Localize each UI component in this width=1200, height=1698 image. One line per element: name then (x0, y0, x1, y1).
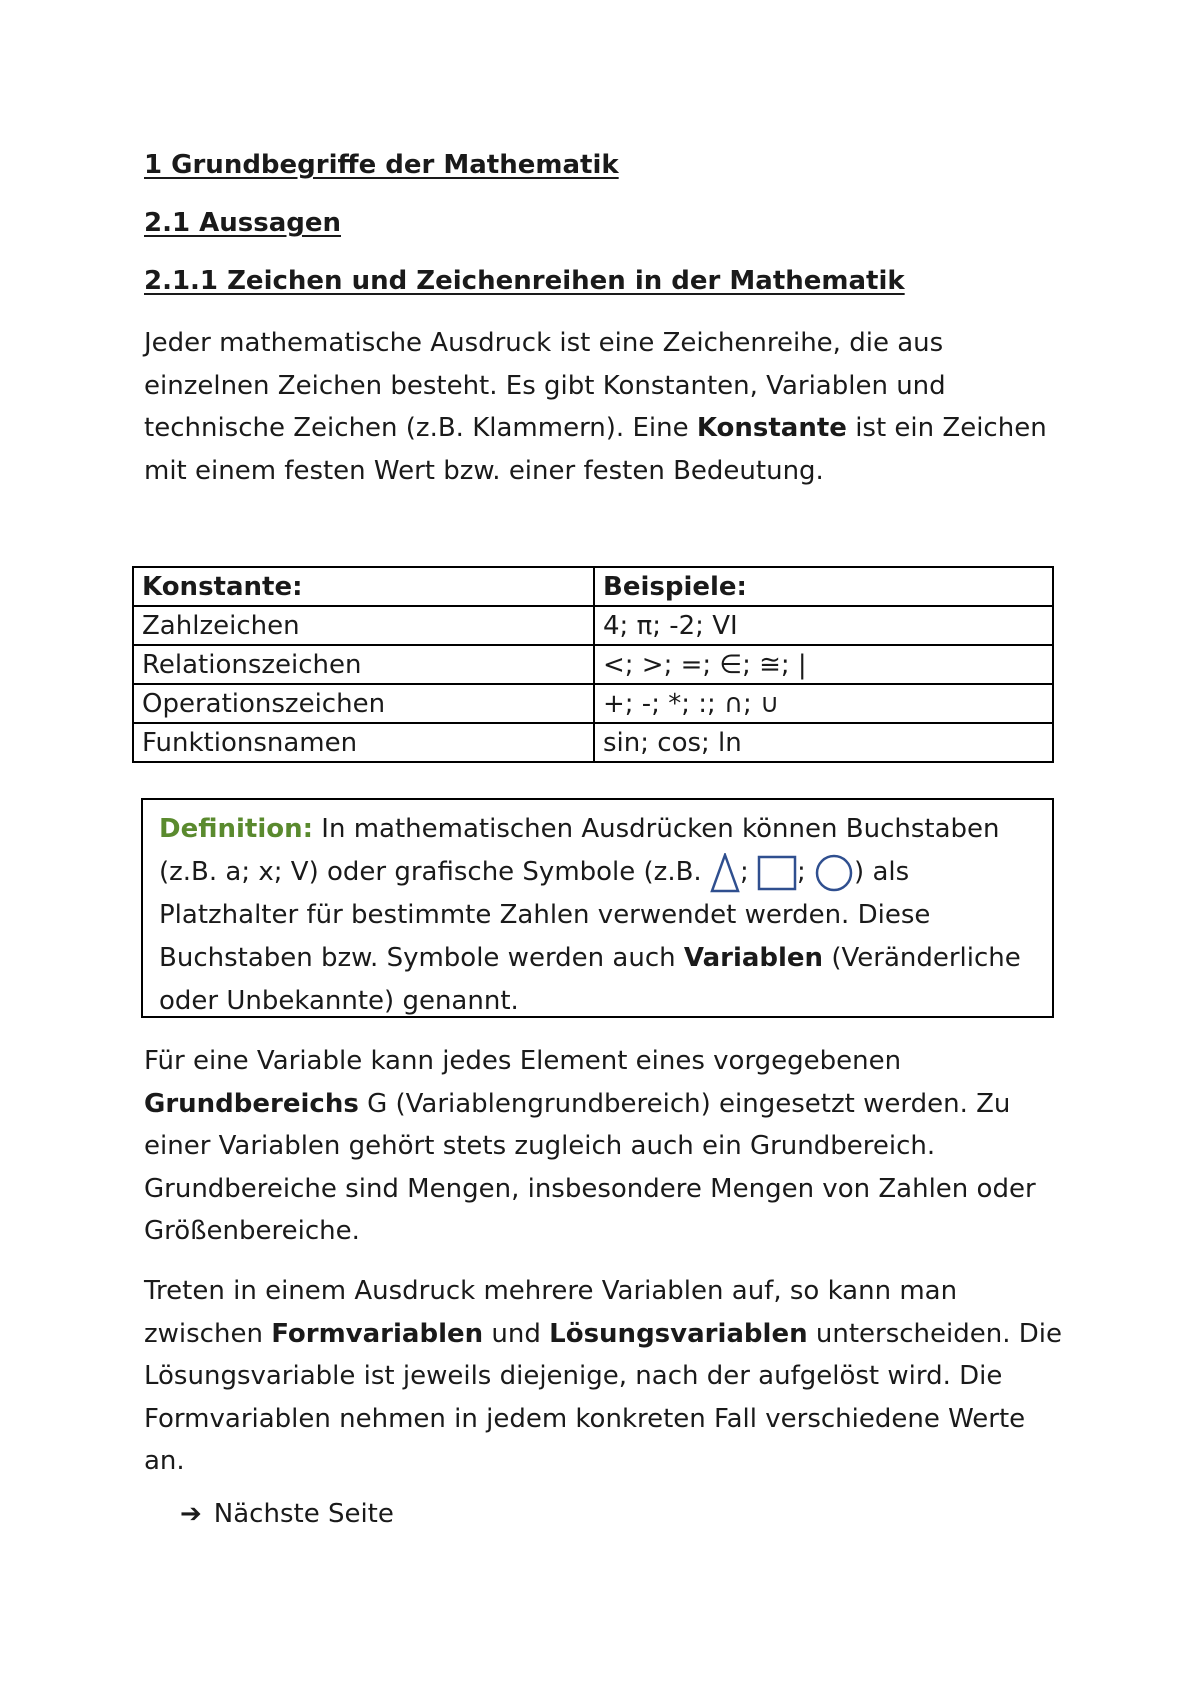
square-icon (757, 855, 797, 891)
para2-text-2: G (Variablengrundbereich) eingesetzt werden. Zu einer Variablen gehört stets zugleich auch ein Grundbereich. Grundbereiche sind Mengen, insbesondere Mengen von Zahlen oder Größenbereiche. (144, 1088, 1036, 1246)
term-formvariablen: Formvariablen (271, 1318, 484, 1349)
arrow-right-icon: ➔ (180, 1499, 202, 1529)
table-header-row (133, 567, 1053, 606)
definition-text-2: ) als Platzhalter für bestimmte Zahlen verwendet werden. Diese Buchstaben bzw. Symbole werden auch (159, 857, 931, 973)
next-page-label: Nächste Seite (213, 1499, 394, 1529)
subsection-heading: 2.1.1 Zeichen und Zeichenreihen in der Mathematik (144, 266, 905, 296)
grundbereich-paragraph (144, 1040, 1064, 1253)
term-variablen: Variablen (683, 943, 824, 973)
term-loesungsvariablen: Lösungsvariablen (549, 1318, 808, 1349)
para3-text-2: und (483, 1318, 550, 1349)
table-row (133, 723, 1053, 762)
definition-box (141, 798, 1054, 1018)
table-cell: Operationszeichen (133, 684, 594, 723)
term-konstante: Konstante (696, 413, 847, 443)
para3-text-3: unterscheiden. Die Lösungsvariable ist jeweils diejenige, nach der aufgelöst wird. Die Formvariablen nehmen in jedem konkreten Fall verschiedene Werte an. (144, 1318, 1062, 1476)
para2-text-1: Für eine Variable kann jedes Element eines vorgegebenen (144, 1046, 902, 1076)
table-cell: sin; cos; ln (594, 723, 1053, 762)
table-cell: Relationszeichen (133, 645, 594, 684)
circle-icon (814, 853, 854, 893)
table-cell: Funktionsnamen (133, 723, 594, 762)
table-cell: Zahlzeichen (133, 606, 594, 645)
definition-text (159, 808, 1039, 1023)
table-cell: <; >; =; ∈; ≅; | (594, 645, 1053, 684)
table-row (133, 684, 1053, 723)
table-header-cell: Konstante: (133, 567, 594, 606)
intro-text-1: Jeder mathematische Ausdruck ist eine Zeichenreihe, die aus einzelnen Zeichen besteht. Es gibt Konstanten, Variablen und technische Zeichen (z.B. Klammern). Eine (144, 328, 946, 443)
table-cell: 4; π; -2; VI (594, 606, 1053, 645)
term-grundbereichs: Grundbereichs (144, 1088, 359, 1119)
table-row (133, 645, 1053, 684)
table-row (133, 606, 1053, 645)
chapter-heading: 1 Grundbegriffe der Mathematik (144, 150, 619, 180)
intro-text-2: ist ein Zeichen mit einem festen Wert bzw. einer festen Bedeutung. (144, 413, 1047, 486)
triangle-icon (710, 853, 740, 893)
constants-table (132, 566, 1054, 763)
shape-separator: ; (797, 857, 815, 887)
shape-separator: ; (739, 857, 757, 887)
next-page-note (180, 1499, 394, 1529)
para3-text-1: Treten in einem Ausdruck mehrere Variablen auf, so kann man zwischen (144, 1276, 958, 1349)
variablen-paragraph (144, 1270, 1064, 1483)
table-cell: +; -; *; :; ∩; ∪ (594, 684, 1053, 723)
definition-label: Definition: (159, 814, 314, 844)
definition-text-1: In mathematischen Ausdrücken können Buchstaben (z.B. a; x; V) oder grafische Symbole (z.B. (159, 814, 1000, 887)
intro-paragraph (144, 322, 1064, 492)
section-heading: 2.1 Aussagen (144, 208, 341, 238)
definition-text-3: (Veränderliche oder Unbekannte) genannt. (159, 943, 1021, 1016)
table-header-cell: Beispiele: (594, 567, 1053, 606)
